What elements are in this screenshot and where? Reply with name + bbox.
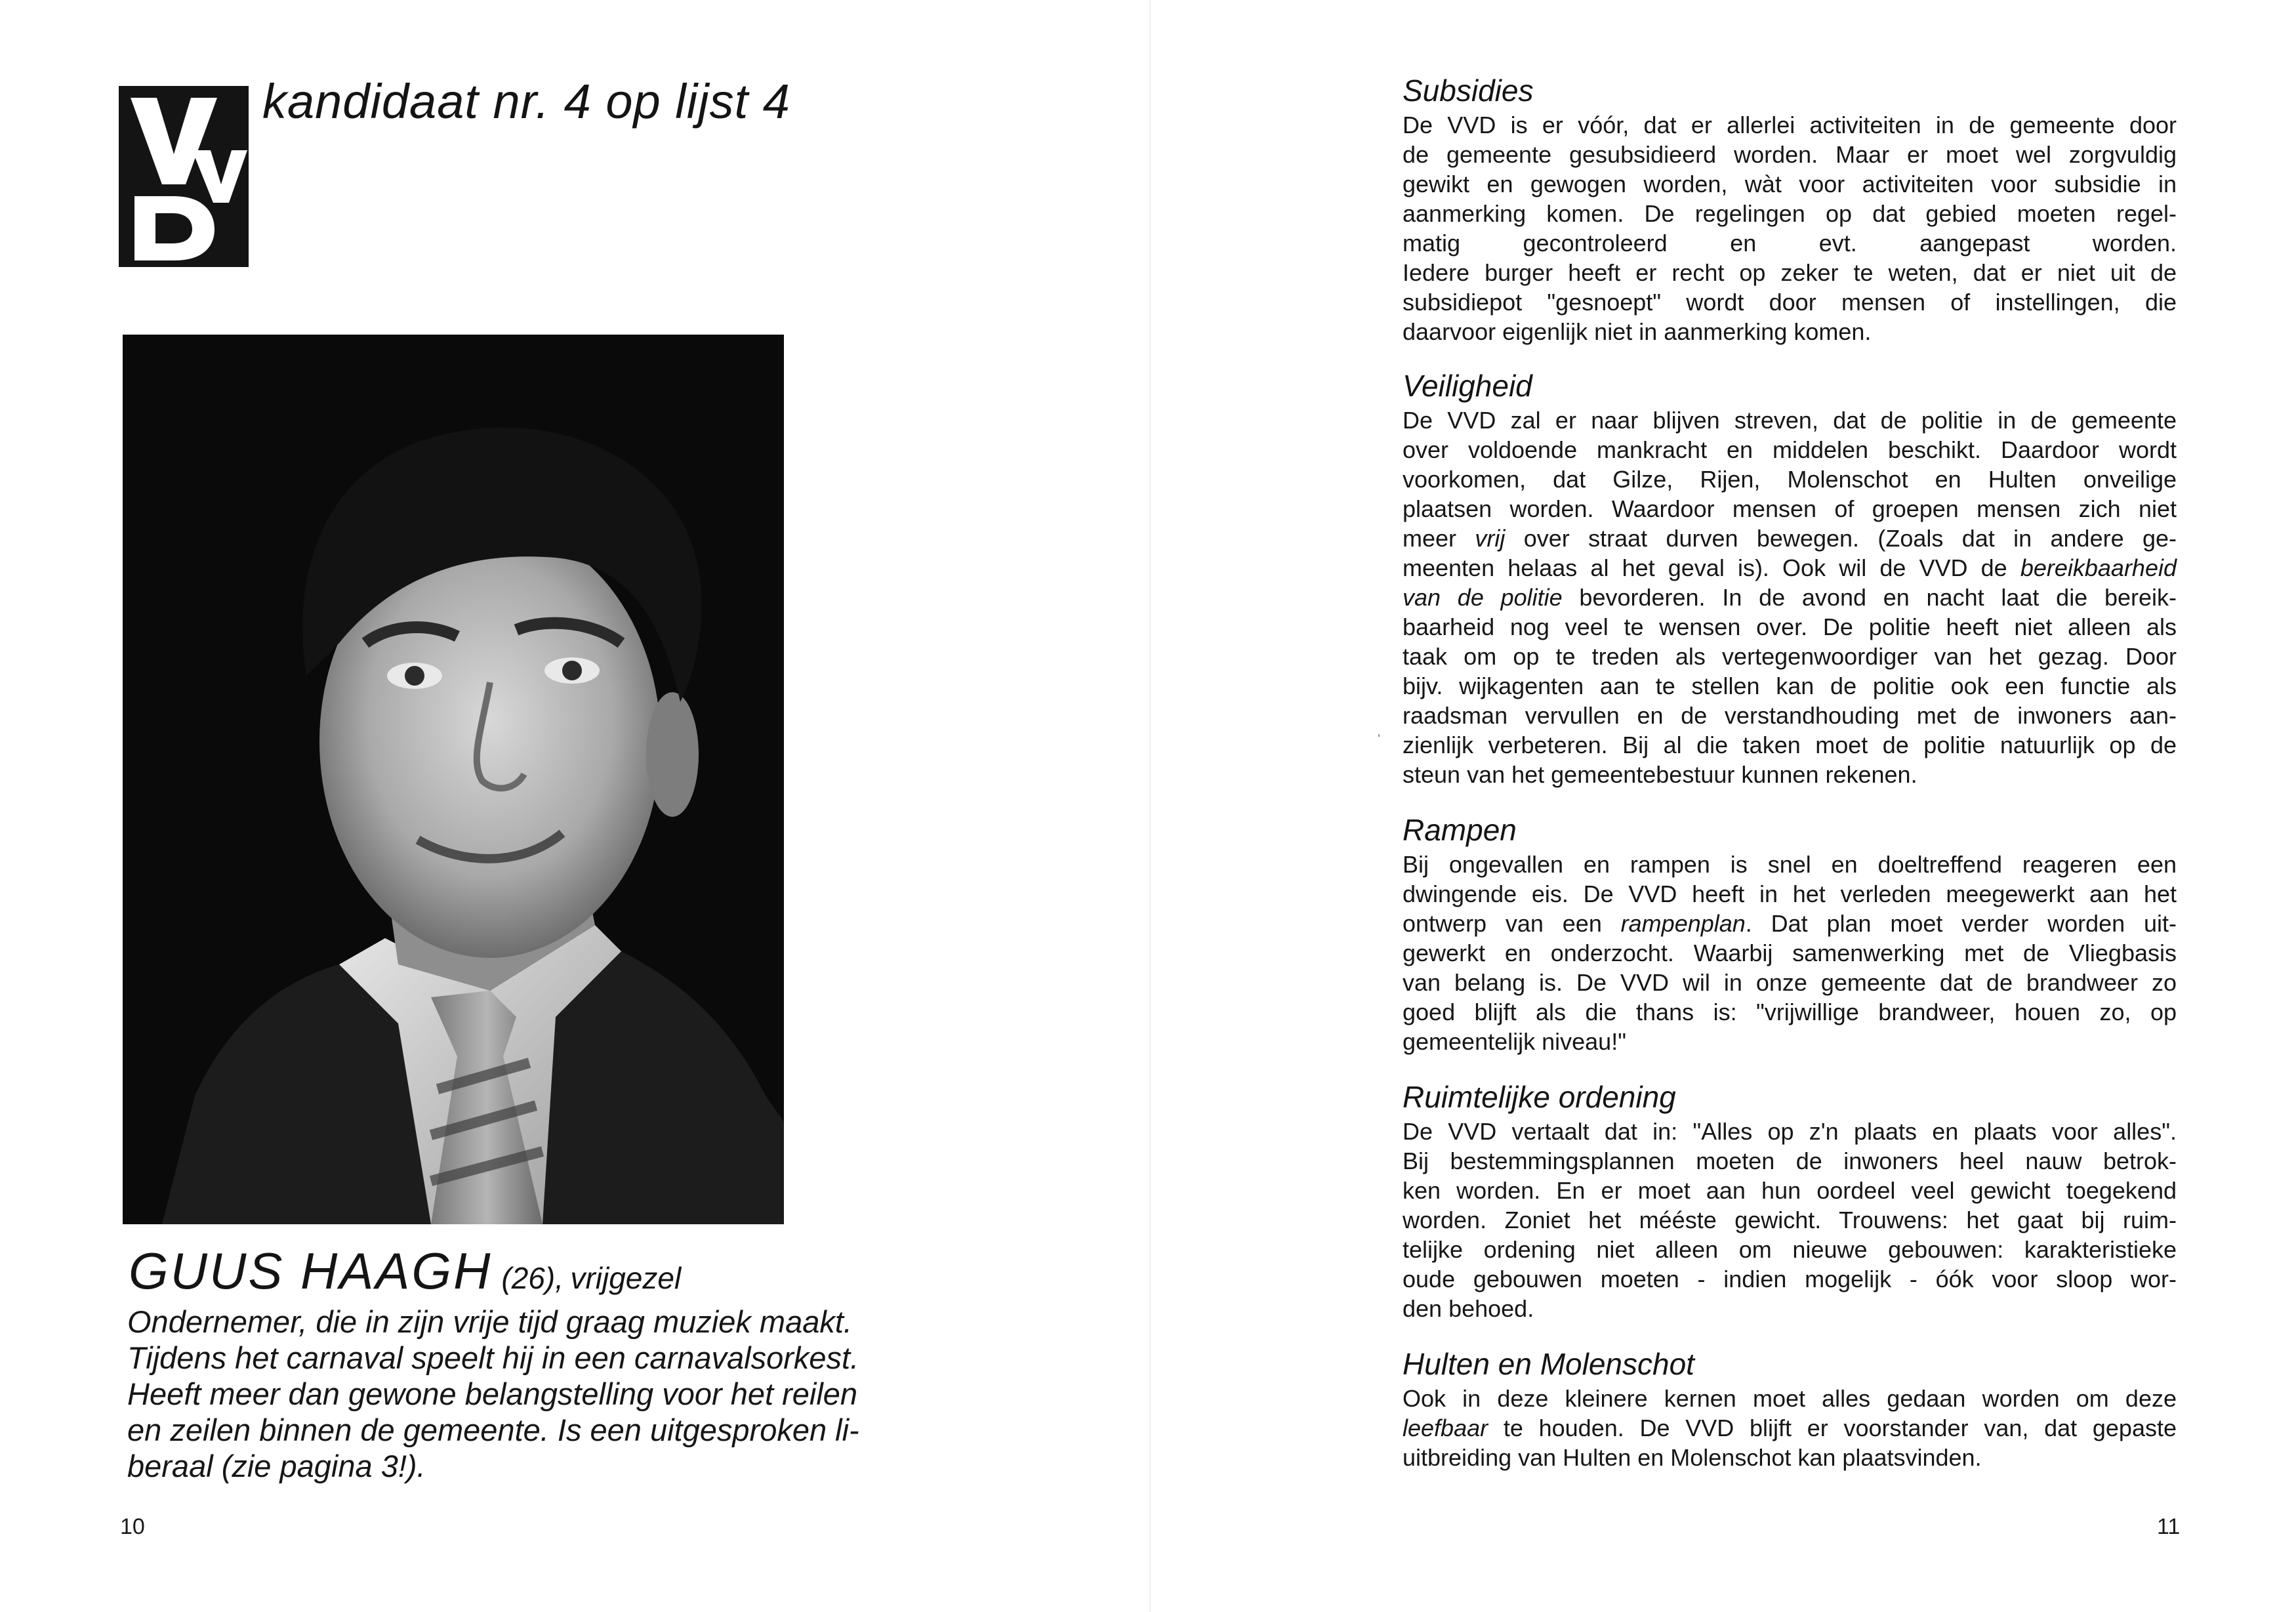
emphasis-text: leefbaar [1403,1415,1488,1441]
portrait-photo [123,335,784,1224]
candidate-age: (26), [501,1261,564,1295]
body-line [1403,909,2177,938]
section-title: Veiligheid [1403,369,1532,403]
body-line: raadsman vervullen en de verstandhouding met de inwoners aan- [1403,702,2177,729]
body-text: meenten helaas al het geval is). Ook wil de VVD de [1403,554,2020,581]
section-gap [1403,1056,2177,1077]
body-line: oude gebouwen moeten - indien mogelijk - óók voor sloop wor- [1403,1266,2177,1292]
emphasis-text: rampenplan [1620,910,1746,937]
body-line: aanmerking komen. De regelingen op dat gebied moeten regel- [1403,200,2177,227]
body-line: De VVD vertaalt dat in: "Alles op z'n plaats en plaats voor alles". [1403,1118,2177,1145]
body-line: De VVD zal er naar blijven streven, dat de politie in de gemeente [1403,407,2177,434]
section-title: Ruimtelijke ordening [1403,1080,1676,1114]
candidate-status: vrijgezel [570,1261,682,1295]
section-gap [1403,346,2177,366]
candidate-portrait [123,335,784,1224]
body-line: subsidiepot "gesnoept" wordt door mensen of instellingen, die [1403,289,2177,316]
section-gap [1403,789,2177,810]
body-line: over voldoende mankracht en middelen beschikt. Daardoor wordt [1403,436,2177,463]
stray-print-mark: ˌ [1376,720,1382,737]
section [1403,1344,2177,1472]
body-line: gewerkt en onderzocht. Waarbij samenwerking met de Vliegbasis [1403,940,2177,966]
section [1403,810,2177,1056]
body-line: zienlijk verbeteren. Bij al die taken moet de politie natuurlijk op de [1403,732,2177,758]
emphasis-text: vrij [1475,525,1506,552]
page-number-left: 10 [120,1514,145,1539]
section-title: Rampen [1403,813,1517,847]
vvd-logo-graphic [119,86,249,267]
body-line [1403,524,2177,553]
body-text: ontwerp van een [1403,910,1621,937]
candidate-heading: kandidaat nr. 4 op lijst 4 [262,74,790,129]
body-text: . Dat plan moet verder worden uit- [1745,910,2177,937]
candidate-name-line [129,1241,681,1301]
body-line: Bij bestemmingsplannen moeten de inwoners heel nauw betrok- [1403,1147,2177,1174]
body-line: daarvoor eigenlijk niet in aanmerking komen. [1403,318,1872,345]
body-line: dwingende eis. De VVD heeft in het verleden meegewerkt aan het [1403,880,2177,907]
bio-line: Tijdens het carnaval speelt hij in een carnavalsorkest. [127,1340,859,1375]
body-line: plaatsen worden. Waardoor mensen of groepen mensen zich niet [1403,495,2177,522]
body-line [1403,583,2177,612]
candidate-name: GUUS HAAGH [129,1242,493,1300]
page-number-right: 11 [2157,1514,2181,1539]
body-line: Iedere burger heeft er recht op zeker te weten, dat er niet uit de [1403,259,2177,286]
body-line: uitbreiding van Hulten en Molenschot kan plaatsvinden. [1403,1444,1982,1471]
body-line: van belang is. De VVD wil in onze gemeente dat de brandweer zo [1403,969,2177,996]
emphasis-text: bereikbaarheid [2020,554,2177,581]
body-text: te houden. De VVD blijft er voorstander van, dat gepaste [1488,1415,2177,1441]
body-text: bevorderen. In de avond en nacht laat die bereik- [1562,584,2177,611]
page-gutter [1149,0,1151,1612]
body-line: den behoed. [1403,1295,1534,1322]
body-line: bijv. wijkagenten aan te stellen kan de politie ook een functie als [1403,672,2177,699]
program-article [1403,71,2177,1472]
body-text: over straat durven bewegen. (Zoals dat in andere ge- [1505,525,2177,552]
bio-line: beraal (zie pagina 3!). [127,1449,426,1483]
body-line: taak om op te treden als vertegenwoordiger van het gezag. Door [1403,643,2177,670]
candidate-bio [127,1304,908,1484]
body-line: baarheid nog veel te wensen over. De politie heeft niet alleen als [1403,613,2177,640]
section-title: Hulten en Molenschot [1403,1347,1694,1381]
body-line: ken worden. En er moet aan hun oordeel veel gewicht toegekend [1403,1177,2177,1204]
body-text: meer [1403,525,1475,552]
body-line: gewikt en gewogen worden, wàt voor activiteiten voor subsidie in [1403,171,2177,197]
body-line: gemeentelijk niveau!" [1403,1028,1626,1055]
body-line: matig gecontroleerd en evt. aangepast worden. [1403,230,2177,257]
section [1403,366,2177,789]
bio-line: en zeilen binnen de gemeente. Is een uitgesproken li- [127,1413,859,1447]
body-line: steun van het gemeentebestuur kunnen rekenen. [1403,761,1917,788]
body-line [1403,1413,2177,1443]
body-line: voorkomen, dat Gilze, Rijen, Molenschot en Hulten onveilige [1403,466,2177,493]
body-line: De VVD is er vóór, dat er allerlei activiteiten in de gemeente door [1403,112,2177,138]
body-line: goed blijft als die thans is: "vrijwillige brandweer, houen zo, op [1403,999,2177,1025]
bio-line: Ondernemer, die in zijn vrije tijd graag muziek maakt. [127,1304,852,1339]
bio-line: Heeft meer dan gewone belangstelling voor het reilen [127,1376,858,1411]
body-line: worden. Zoniet het mééste gewicht. Trouwens: het gaat bij ruim- [1403,1207,2177,1233]
section-title: Subsidies [1403,73,1534,108]
vvd-logo [119,86,249,267]
emphasis-text: van de politie [1403,584,1563,611]
body-line: Ook in deze kleinere kernen moet alles gedaan worden om deze [1403,1385,2177,1412]
body-line: telijke ordening niet alleen om nieuwe gebouwen: karakteristieke [1403,1236,2177,1263]
section [1403,71,2177,346]
body-line: Bij ongevallen en rampen is snel en doeltreffend reageren een [1403,851,2177,878]
section [1403,1077,2177,1323]
body-line [1403,553,2177,583]
section-gap [1403,1323,2177,1344]
body-line: de gemeente gesubsidieerd worden. Maar er moet wel zorgvuldig [1403,141,2177,168]
